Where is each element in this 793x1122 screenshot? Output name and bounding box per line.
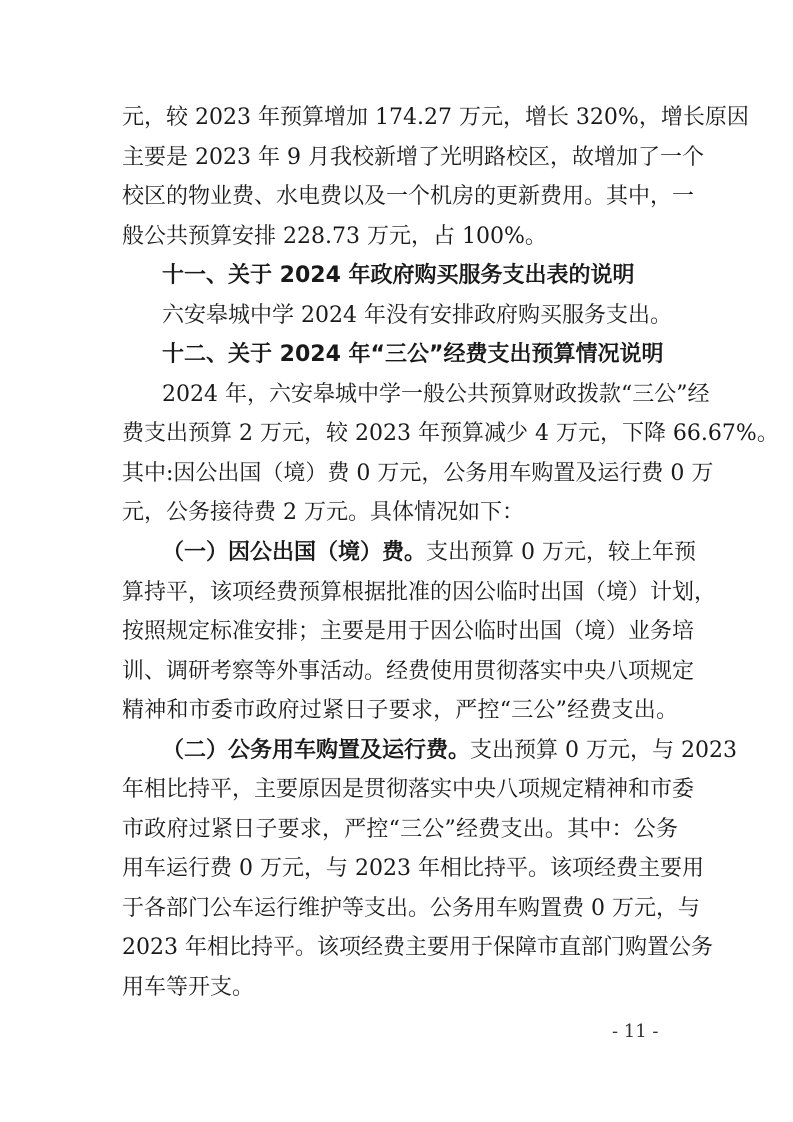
text-line: 其中:因公出国（境）费 0 万元，公务用车购置及运行费 0 万 [122,460,714,486]
text-line: 2023 年相比持平。该项经费主要用于保障市直部门购置公务 [122,935,713,961]
subsection-text: 支出预算 0 万元，较上年预 [426,540,696,565]
text-line: 校区的物业费、水电费以及一个机房的更新费用。其中，一 [122,184,695,210]
text-line: 精神和市委市政府过紧日子要求，严控“三公”经费支出。 [122,698,678,724]
section-heading: 十一、关于 2024 年政府购买服务支出表的说明 [162,263,635,289]
text-line: 于各部门公车运行维护等支出。公务用车购置费 0 万元，与 [122,895,700,921]
text-line: 般公共预算安排 228.73 万元，占 100%。 [122,223,547,249]
text-line: 2024 年，六安皋城中学一般公共预算财政拨款“三公”经 [162,381,710,407]
text-line: 年相比持平，主要原因是贯彻落实中央八项规定精神和市委 [122,777,695,803]
section-heading: 十二、关于 2024 年“三公”经费支出预算情况说明 [162,342,664,368]
text-line: 训、调研考察等外事活动。经费使用贯彻落实中央八项规定 [122,658,695,684]
subsection-first-line [162,733,737,769]
text-line: 市政府过紧日子要求，严控“三公”经费支出。其中：公务 [122,816,678,842]
page-number: - 11 - [612,1021,659,1042]
subsection-title: （一）因公出国（境）费。 [162,540,427,565]
text-line: 元，较 2023 年预算增加 174.27 万元，增长 320%，增长原因 [122,105,749,130]
text-line: 算持平，该项经费预算根据批准的因公临时出国（境）计划， [122,579,717,605]
subsection-title: （二）公务用车购置及运行费。 [162,737,471,763]
text-line: 主要是 2023 年 9 月我校新增了光明路校区，故增加了一个 [122,144,704,170]
text-line: 按照规定标准安排；主要是用于因公临时出国（境）业务培 [122,619,695,645]
text-line: 六安皋城中学 2024 年没有安排政府购买服务支出。 [162,302,672,328]
text-line: 元，公务接待费 2 万元。具体情况如下： [122,500,524,526]
text-line: 费支出预算 2 万元，较 2023 年预算减少 4 万元，下降 66.67%。 [122,421,779,447]
subsection-first-line [162,535,696,571]
text-line: 用车等开支。 [122,975,255,1000]
text-line: 用车运行费 0 万元，与 2023 年相比持平。该项经费主要用 [122,856,704,882]
subsection-text: 支出预算 0 万元，与 2023 [470,737,737,763]
